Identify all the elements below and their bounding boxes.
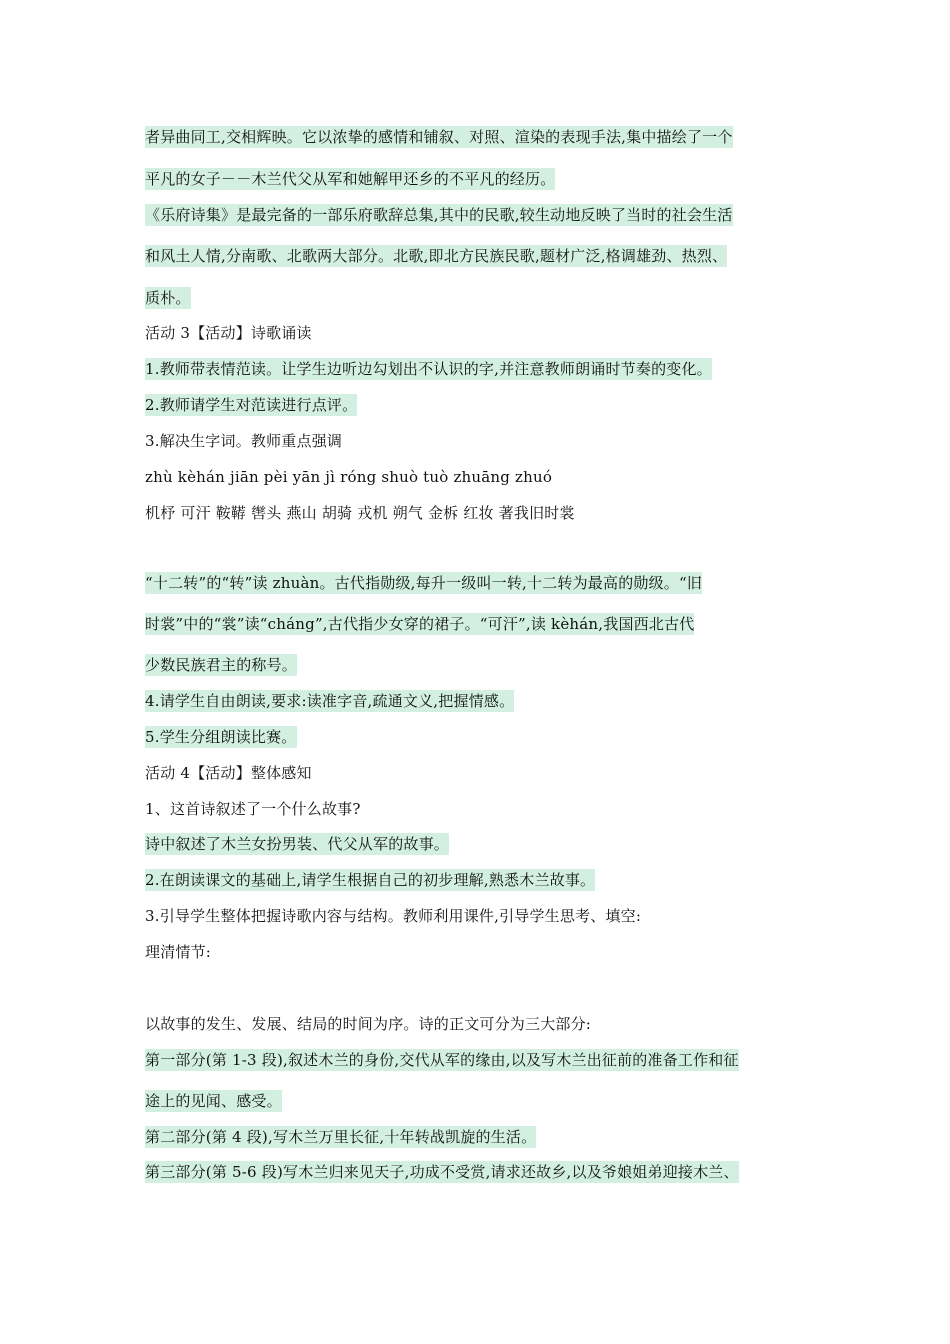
paragraph-line: “十二转”的“转”读 zhuàn。古代指勋级,每升一级叫一转,十二转为最高的勋级。“旧: [145, 574, 703, 592]
paragraph-line: 途上的见闻、感受。: [145, 1092, 282, 1110]
paragraph-line: 5.学生分组朗读比赛。: [145, 728, 297, 746]
paragraph-line: 1、这首诗叙述了一个什么故事?: [145, 800, 361, 818]
paragraph-line: 第二部分(第 4 段),写木兰万里长征,十年转战凯旋的生活。: [145, 1128, 537, 1146]
paragraph-line: 3.解决生字词。教师重点强调: [145, 432, 343, 450]
paragraph-line: 理清情节:: [145, 943, 212, 961]
paragraph-line: 3.引导学生整体把握诗歌内容与结构。教师利用课件,引导学生思考、填空:: [145, 907, 642, 925]
section-heading: 活动 4【活动】整体感知: [145, 764, 312, 782]
paragraph-line: 者异曲同工,交相辉映。它以浓挚的感情和铺叙、对照、渲染的表现手法,集中描绘了一个: [145, 128, 733, 146]
paragraph-line: 2.教师请学生对范读进行点评。: [145, 396, 358, 414]
paragraph-line: 2.在朗读课文的基础上,请学生根据自己的初步理解,熟悉木兰故事。: [145, 871, 596, 889]
paragraph-line: 平凡的女子－－木兰代父从军和她解甲还乡的不平凡的经历。: [145, 170, 556, 188]
paragraph-line: 少数民族君主的称号。: [145, 656, 298, 674]
paragraph-line: 质朴。: [145, 289, 191, 307]
paragraph-line: 以故事的发生、发展、结局的时间为序。诗的正文可分为三大部分:: [145, 1015, 592, 1033]
paragraph-line: 诗中叙述了木兰女扮男装、代父从军的故事。: [145, 835, 450, 853]
paragraph-line: 第三部分(第 5-6 段)写木兰归来见天子,功成不受赏,请求还故乡,以及爷娘姐弟迎接木兰、: [145, 1163, 739, 1181]
section-heading: 活动 3【活动】诗歌诵读: [145, 324, 312, 342]
paragraph-line: 时裳”中的“裳”读“cháng”,古代指少女穿的裙子。“可汗”,读 kèhán,我国西北古代: [145, 615, 695, 633]
paragraph-line: 1.教师带表情范读。让学生边听边勾划出不认识的字,并注意教师朗诵时节奏的变化。: [145, 360, 712, 378]
paragraph-line: 《乐府诗集》是最完备的一部乐府歌辞总集,其中的民歌,较生动地反映了当时的社会生活: [145, 206, 733, 224]
paragraph-line: 4.请学生自由朗读,要求:读准字音,疏通文义,把握情感。: [145, 692, 515, 710]
paragraph-line: 和风土人情,分南歌、北歌两大部分。北歌,即北方民族民歌,题材广泛,格调雄劲、热烈、: [145, 247, 728, 265]
pinyin-line: zhù kèhán jiān pèi yān jì róng shuò tuò zhuāng zhuó: [145, 468, 553, 486]
paragraph-line: 第一部分(第 1-3 段),叙述木兰的身份,交代从军的缘由,以及写木兰出征前的准备工作和征: [145, 1051, 739, 1069]
vocab-line: 机杼 可汗 鞍鞯 辔头 燕山 胡骑 戎机 朔气 金柝 红妆 著我旧时裳: [145, 504, 575, 522]
